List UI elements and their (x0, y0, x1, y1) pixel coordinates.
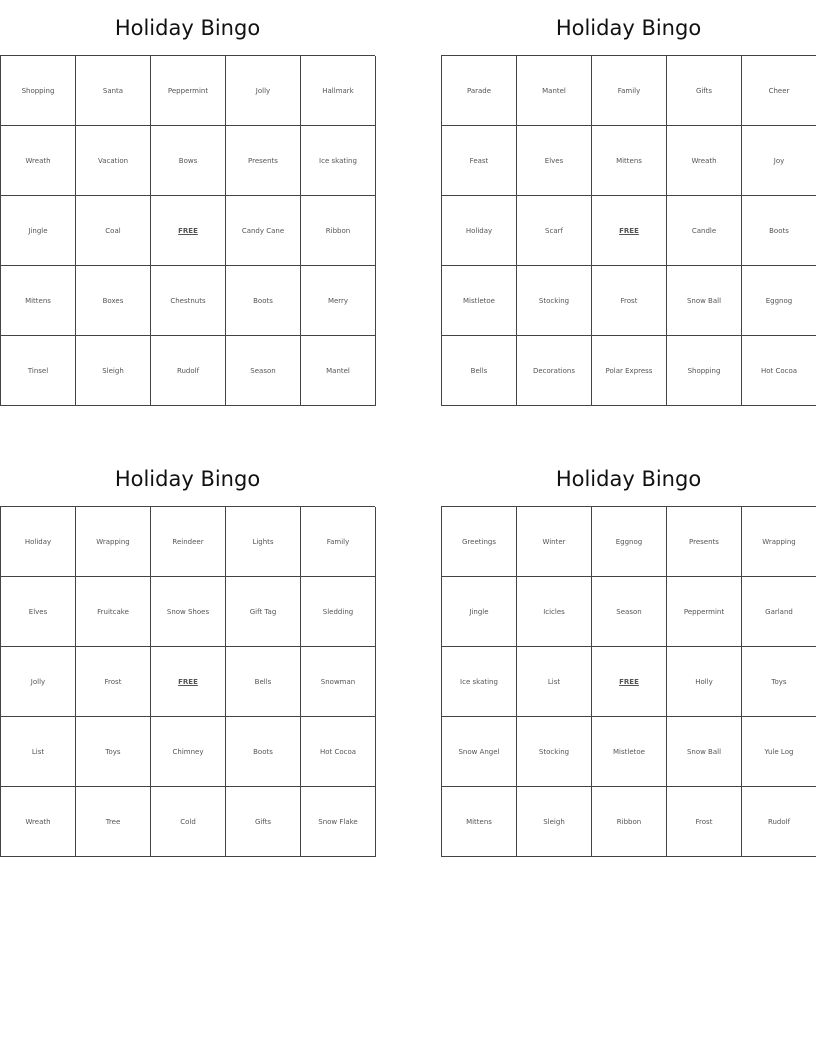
bingo-grid (0, 55, 375, 406)
card-title: Holiday Bingo (555, 16, 702, 40)
bingo-cell: Candle (667, 196, 742, 266)
bingo-cell: Family (592, 56, 667, 126)
bingo-cell: Mittens (442, 787, 517, 857)
card-title: Holiday Bingo (114, 16, 261, 40)
bingo-cell: Mantel (301, 336, 376, 406)
bingo-cell: Hallmark (301, 56, 376, 126)
bingo-cell: Snowman (301, 647, 376, 717)
bingo-cell: Toys (76, 717, 151, 787)
bingo-cell: Coal (76, 196, 151, 266)
bingo-cell: Snow Angel (442, 717, 517, 787)
bingo-cell: Parade (442, 56, 517, 126)
bingo-cell: Presents (667, 507, 742, 577)
bingo-cell: Bells (226, 647, 301, 717)
bingo-cell: Lights (226, 507, 301, 577)
bingo-cell: Decorations (517, 336, 592, 406)
free-space-cell: FREE (151, 196, 226, 266)
bingo-card-4 (441, 451, 816, 857)
bingo-cell: Boots (226, 717, 301, 787)
free-space-cell: FREE (592, 196, 667, 266)
free-space-cell: FREE (151, 647, 226, 717)
bingo-cell: Sledding (301, 577, 376, 647)
bingo-card-2 (441, 0, 816, 406)
bingo-cell: Stocking (517, 266, 592, 336)
bingo-grid (441, 55, 816, 406)
bingo-cell: Mistletoe (442, 266, 517, 336)
bingo-cell: Greetings (442, 507, 517, 577)
bingo-cell: Gifts (667, 56, 742, 126)
bingo-cell: Shopping (1, 56, 76, 126)
bingo-cell: Mittens (592, 126, 667, 196)
bingo-cell: Peppermint (151, 56, 226, 126)
bingo-cell: Jolly (1, 647, 76, 717)
bingo-cell: Santa (76, 56, 151, 126)
bingo-cell: Season (592, 577, 667, 647)
card-title: Holiday Bingo (114, 467, 261, 491)
bingo-cell: Fruitcake (76, 577, 151, 647)
bingo-cell: Wreath (1, 787, 76, 857)
bingo-cell: Elves (1, 577, 76, 647)
bingo-cell: Eggnog (742, 266, 816, 336)
bingo-cell: Chimney (151, 717, 226, 787)
bingo-cell: Feast (442, 126, 517, 196)
bingo-cell: Snow Shoes (151, 577, 226, 647)
bingo-cell: Cold (151, 787, 226, 857)
bingo-cell: Yule Log (742, 717, 816, 787)
bingo-cell: Wreath (1, 126, 76, 196)
bingo-cell: Gifts (226, 787, 301, 857)
bingo-cell: Hot Cocoa (742, 336, 816, 406)
bingo-cell: Peppermint (667, 577, 742, 647)
bingo-cell: Joy (742, 126, 816, 196)
bingo-cell: Candy Cane (226, 196, 301, 266)
bingo-cell: Ice skating (442, 647, 517, 717)
bingo-cell: Presents (226, 126, 301, 196)
bingo-cell: Chestnuts (151, 266, 226, 336)
bingo-cell: Winter (517, 507, 592, 577)
bingo-cell: Cheer (742, 56, 816, 126)
bingo-cell: Vacation (76, 126, 151, 196)
bingo-cell: Icicles (517, 577, 592, 647)
bingo-cell: Mittens (1, 266, 76, 336)
bingo-cell: Wreath (667, 126, 742, 196)
free-space-cell: FREE (592, 647, 667, 717)
bingo-cell: Wrapping (742, 507, 816, 577)
bingo-cell: Rudolf (151, 336, 226, 406)
bingo-cell: Shopping (667, 336, 742, 406)
bingo-cell: Gift Tag (226, 577, 301, 647)
bingo-cell: Boots (226, 266, 301, 336)
bingo-cell: Sleigh (76, 336, 151, 406)
bingo-cell: Frost (76, 647, 151, 717)
bingo-cell: Snow Ball (667, 717, 742, 787)
bingo-cell: Wrapping (76, 507, 151, 577)
bingo-cell: Season (226, 336, 301, 406)
bingo-cell: Ice skating (301, 126, 376, 196)
bingo-cell: Snow Flake (301, 787, 376, 857)
bingo-cell: Jingle (442, 577, 517, 647)
bingo-grid (0, 506, 375, 857)
bingo-cell: Tree (76, 787, 151, 857)
bingo-cell: Jingle (1, 196, 76, 266)
bingo-cell: List (1, 717, 76, 787)
bingo-cell: Snow Ball (667, 266, 742, 336)
bingo-cell: Eggnog (592, 507, 667, 577)
bingo-cell: Bows (151, 126, 226, 196)
bingo-card-1 (0, 0, 375, 406)
bingo-cell: Bells (442, 336, 517, 406)
bingo-cell: Elves (517, 126, 592, 196)
bingo-cell: Stocking (517, 717, 592, 787)
bingo-cell: Tinsel (1, 336, 76, 406)
bingo-cell: Hot Cocoa (301, 717, 376, 787)
bingo-cell: Jolly (226, 56, 301, 126)
bingo-cell: Boots (742, 196, 816, 266)
bingo-cell: Mistletoe (592, 717, 667, 787)
bingo-cell: Merry (301, 266, 376, 336)
bingo-cell: Frost (592, 266, 667, 336)
bingo-cell: Holiday (1, 507, 76, 577)
bingo-cell: Toys (742, 647, 816, 717)
bingo-cell: List (517, 647, 592, 717)
bingo-cell: Holiday (442, 196, 517, 266)
bingo-cell: Ribbon (301, 196, 376, 266)
bingo-cell: Sleigh (517, 787, 592, 857)
bingo-grid (441, 506, 816, 857)
bingo-cell: Scarf (517, 196, 592, 266)
bingo-cell: Rudolf (742, 787, 816, 857)
bingo-cell: Ribbon (592, 787, 667, 857)
bingo-cell: Polar Express (592, 336, 667, 406)
bingo-cell: Family (301, 507, 376, 577)
card-title: Holiday Bingo (555, 467, 702, 491)
bingo-cell: Holly (667, 647, 742, 717)
bingo-card-3 (0, 451, 375, 857)
bingo-cell: Frost (667, 787, 742, 857)
bingo-cell: Boxes (76, 266, 151, 336)
bingo-cell: Mantel (517, 56, 592, 126)
bingo-cell: Reindeer (151, 507, 226, 577)
bingo-cell: Garland (742, 577, 816, 647)
